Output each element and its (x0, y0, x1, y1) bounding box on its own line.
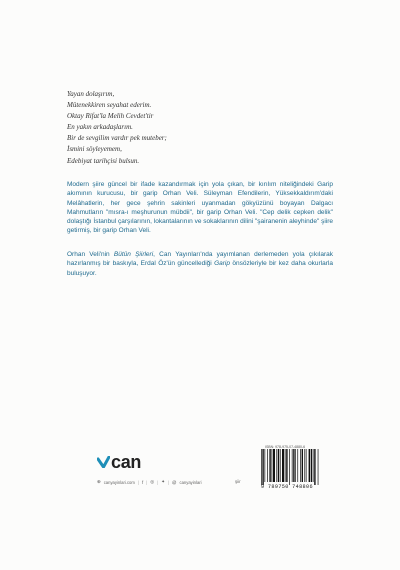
poem-line: Oktay Rifat'la Melih Cevdet'tir (67, 112, 154, 121)
blurb-text: , Can Yayınları'nda yayımlanan derlemeden yola çıkılarak hazırlanmış bir baskıyla, Erdal Öz'ün güncellediği (67, 251, 333, 268)
barcode-bars (259, 449, 339, 485)
facebook-icon[interactable]: f (141, 479, 144, 485)
poem-line: Mütenekkiren seyahat ederim. (67, 101, 152, 110)
divider: | (167, 479, 170, 485)
blurb-text: önsözleriyle bir kez daha okurlarla buluşuyor. (67, 260, 333, 277)
publisher-logo (97, 451, 141, 473)
poem-line: Edebiyat tarihçisi bulsun. (67, 156, 140, 165)
poem-line: Bir de sevgilim vardır pek muteber; (67, 134, 167, 143)
divider: | (146, 479, 148, 485)
blurb-paragraph-2 (67, 250, 333, 278)
website-link[interactable]: canyayinlari.com (103, 479, 135, 485)
divider: | (157, 479, 159, 485)
category-label: şiir (235, 479, 241, 484)
divider: | (137, 479, 139, 485)
poem-excerpt (67, 89, 327, 167)
check-v-logo-icon (97, 456, 110, 468)
poem-line: En yakın arkadaşlarım. (67, 123, 133, 132)
social-handle[interactable]: canyayinlari (179, 479, 202, 485)
blurb-paragraph-1: Modern şiire güncel bir ifade kazandırmak için yola çıkan, bir kırılım niteliğindeki Garip akımının kurucusu, bir garip Orhan Veli. Süleyman Efendilerin, Yüksekkaldırım'daki Melâhatlerin, her gece şehrin sakinleri uyanmadan gökyüzünü boyayan Dalgacı Mahmutların "mısra-ı meşhurunun mübdii", bir garip Orhan Veli. "Cep delik cepken delik" dolaştığı İstanbul çarşılarının, lokantalarının ve sokaklarının dilini "şairanenin aleyhinde" şiire getirmiş, bir garip Orhan Veli. (67, 181, 333, 235)
isbn-label: ISBN: 978-975-07-4880-6 (265, 445, 306, 449)
logo-text: can (111, 451, 142, 472)
footer-links (97, 479, 202, 485)
garip-title: Garip (214, 260, 230, 268)
barcode-digits: 9 789750 748806 (261, 484, 313, 490)
globe-icon: ⊕ (97, 479, 101, 484)
at-icon: @ (172, 479, 177, 485)
blurb-text: Orhan Veli'nin (67, 251, 114, 258)
poem-line: İsmini söyleyemem, (67, 145, 122, 154)
twitter-icon[interactable]: ✦ (161, 479, 165, 484)
poem-line: Yayan dolaşırım, (67, 90, 115, 98)
instagram-icon[interactable]: ◎ (150, 479, 155, 484)
book-title: Bütün Şiirleri (113, 251, 154, 258)
